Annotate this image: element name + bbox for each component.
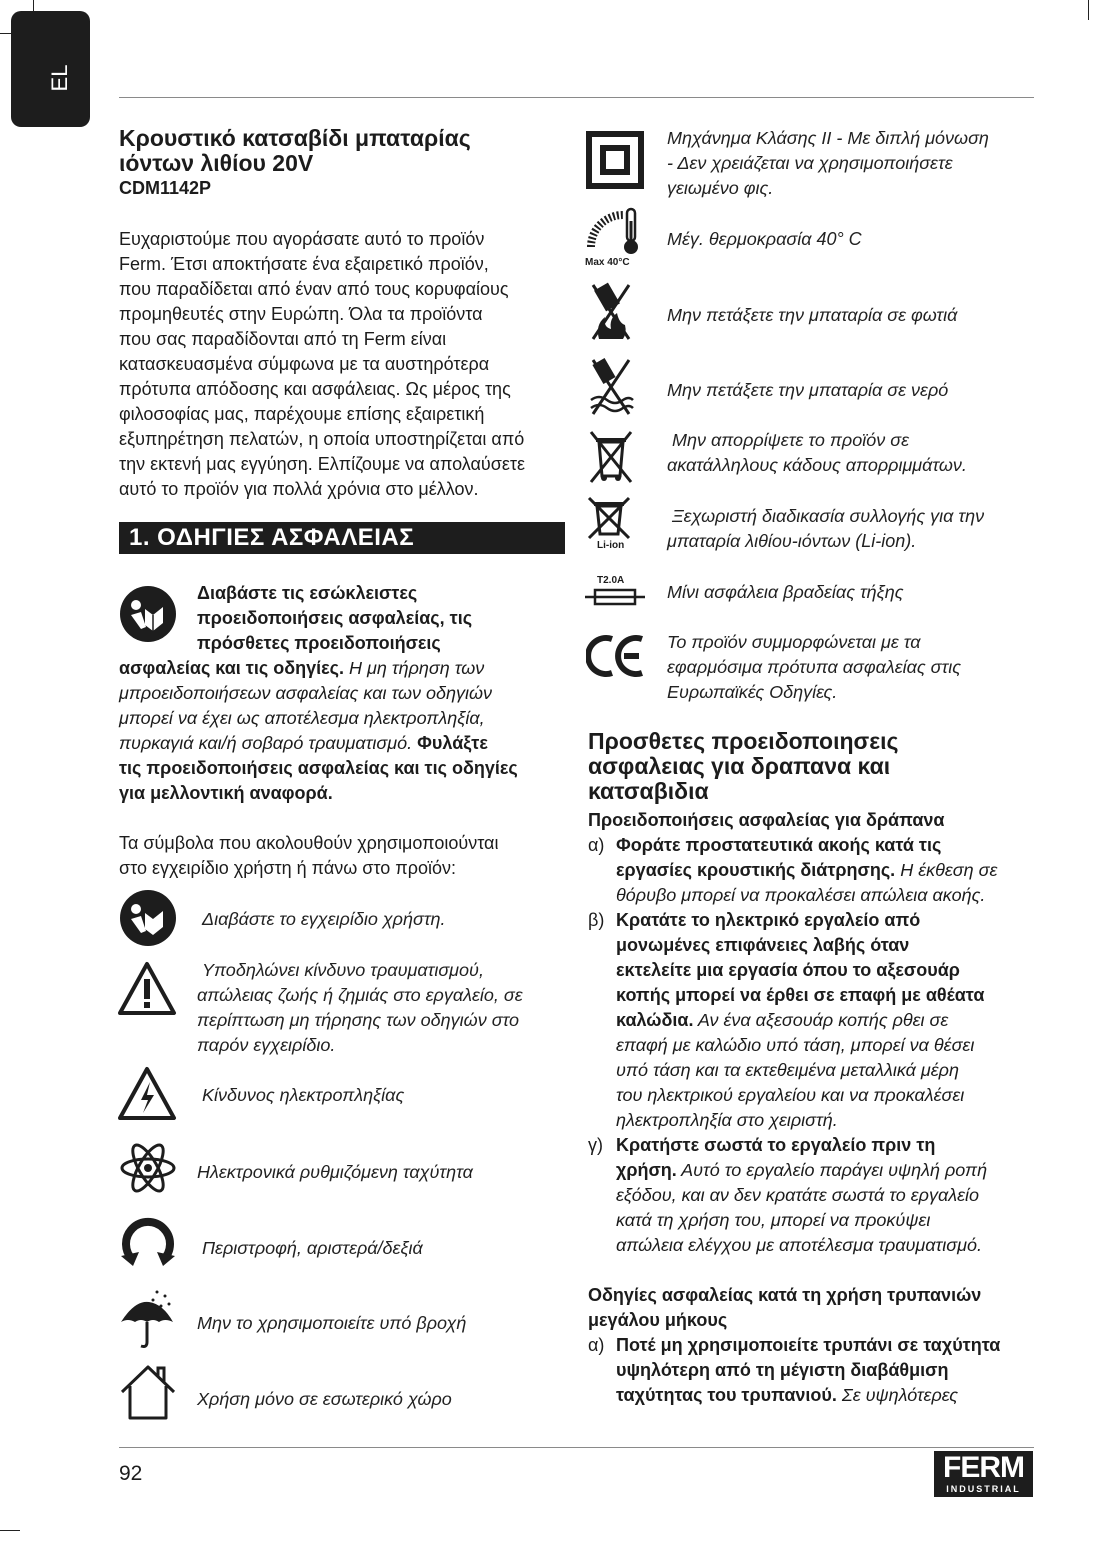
drill-warnings-list bbox=[588, 808, 1058, 1408]
italic-run: απώλεια ελέγχου με αποτέλεσμα τραυματισμό. bbox=[616, 1235, 983, 1255]
item-line bbox=[616, 983, 1058, 1008]
ce-mark-icon bbox=[586, 633, 644, 679]
symbol-fuse-text: Μίνι ασφάλεια βραδείας τήξης bbox=[667, 582, 904, 602]
symbol-class2-text: Μηχάνημα Κλάσης ΙΙ - Με διπλή μόνωση - Δεν χρειάζεται να χρησιμοποιήσετε γειωμένο φις. bbox=[667, 128, 989, 198]
bold-run: μονωμένες επιφάνειες λαβής όταν bbox=[616, 935, 910, 955]
header-rule bbox=[119, 97, 1034, 98]
italic-run: κατά τη χρήση του, μπορεί να προκύψει bbox=[616, 1210, 931, 1230]
symbol-max-temp-text: Μέγ. θερμοκρασία 40° C bbox=[667, 229, 862, 249]
liion-icon-label: Li-ion bbox=[597, 540, 625, 551]
item-line bbox=[616, 1358, 1058, 1383]
read-manual-icon bbox=[119, 889, 177, 947]
warning-item bbox=[588, 1133, 1058, 1258]
fuse-icon-label: T2.0A bbox=[597, 575, 625, 586]
crop-mark bbox=[1088, 0, 1089, 20]
bold-run: υψηλότερη από τη μέγιστη διαβάθμιση bbox=[616, 1360, 949, 1380]
item-marker: α) bbox=[588, 1335, 605, 1355]
long-drill-subheading: Οδηγίες ασφαλείας κατά τη χρήση τρυπανιών μεγάλου μήκους bbox=[588, 1285, 982, 1330]
drill-warning-items bbox=[588, 833, 1058, 1258]
item-line bbox=[616, 1158, 1058, 1183]
item-line bbox=[616, 1058, 1058, 1083]
item-marker: β) bbox=[588, 910, 605, 930]
symbol-no-rain-text: Μην το χρησιμοποιείτε υπό βροχή bbox=[197, 1313, 467, 1333]
long-drill-warning-items bbox=[588, 1333, 1058, 1408]
bold-run: Κρατάτε το ηλεκτρικό εργαλείο από bbox=[616, 910, 921, 930]
item-line bbox=[616, 933, 1058, 958]
section-heading: 1. ΟΔΗΓΙΕΣ ΑΣΦΑΛΕΙΑΣ bbox=[119, 522, 565, 554]
electric-shock-icon bbox=[117, 1066, 177, 1121]
italic-run: Αυτό το εργαλείο παράγει υψηλή ροπή bbox=[676, 1160, 988, 1180]
bold-run: Φοράτε προστατευτικά ακοής κατά τις bbox=[616, 835, 942, 855]
no-fire-battery-icon bbox=[587, 281, 635, 343]
item-line bbox=[616, 958, 1058, 983]
item-line bbox=[616, 1208, 1058, 1233]
bold-run: ταχύτητας του τρυπανιού. bbox=[616, 1385, 837, 1405]
item-line bbox=[616, 1008, 1058, 1033]
fuse-icon bbox=[585, 575, 645, 608]
item-line bbox=[616, 1383, 1058, 1408]
italic-run: Η έκθεση σε bbox=[895, 860, 998, 880]
italic-run: επαφή με καλώδιο υπό τάση, μπορεί να θέσει bbox=[616, 1035, 975, 1055]
symbol-shock-text: Κίνδυνος ηλεκτροπληξίας bbox=[202, 1085, 405, 1105]
item-line bbox=[616, 908, 1058, 933]
italic-run: ηλεκτροπληξία στο χειριστή. bbox=[616, 1110, 838, 1130]
symbols-intro: Τα σύμβολα που ακολουθούν χρησιμοποιούνται στο εγχειρίδιο χρήστη ή πάνω στο προϊόν: bbox=[119, 833, 499, 878]
class2-double-insulation-icon bbox=[586, 131, 644, 189]
item-marker: α) bbox=[588, 835, 605, 855]
warning-item bbox=[588, 908, 1058, 1133]
item-line bbox=[616, 1108, 1058, 1133]
no-water-battery-icon bbox=[587, 356, 635, 418]
item-line bbox=[616, 1033, 1058, 1058]
item-line bbox=[616, 1083, 1058, 1108]
crop-mark bbox=[0, 1530, 20, 1531]
symbol-rotation-text: Περιστροφή, αριστερά/δεξιά bbox=[202, 1238, 423, 1258]
electronic-speed-icon bbox=[120, 1140, 176, 1196]
bold-run: κοπής μπορεί να έρθει σε επαφή με αθέατα bbox=[616, 985, 985, 1005]
italic-run: θόρυβο μπορεί να προκαλέσει απώλεια ακοής. bbox=[616, 885, 986, 905]
item-line bbox=[616, 883, 1058, 908]
bold-run: εκτελείτε μια εργασία όπου το αξεσουάρ bbox=[616, 960, 960, 980]
ferm-logo: FERM INDUSTRIAL bbox=[934, 1451, 1033, 1497]
item-line bbox=[616, 858, 1058, 883]
page-title: Κρουστικό κατσαβίδι μπαταρίας ιόντων λιθίου 20V bbox=[119, 125, 471, 176]
intro-paragraph: Ευχαριστούμε που αγοράσατε αυτό το προϊόν Ferm. Έτσι αποκτήσατε ένα εξαιρετικό προϊόν, που παραδίδεται από έναν από τους κορυφαίους προμηθευτές στην Ευρώπη. Όλα τα προϊόντα που σας παραδίδονται από τη Ferm είναι κατασκευασμένα σύμφωνα με τα αυστηρότερα πρότυπα απόδοσης και ασφάλειας. Ως μέρος της φιλοσοφίας μας, παρέχουμε επίσης εξαιρετική εξυπηρέτηση πελατών, η οποία υποστηρίζεται από την εκτενή μας εγγύηση. Ελπίζουμε να απολαύσετε αυτό το προϊόν για πολλά χρόνια στο μέλλον. bbox=[119, 229, 526, 499]
drill-warnings-subheading: Προειδοποιήσεις ασφαλείας για δράπανα bbox=[588, 810, 945, 830]
symbol-liion-text: Ξεχωριστή διαδικασία συλλογής για την μπαταρία λιθίου-ιόντων (Li-ion). bbox=[667, 506, 985, 551]
max-temperature-icon bbox=[585, 207, 641, 269]
max-temp-icon-label: Max 40°C bbox=[585, 257, 630, 268]
language-tab bbox=[11, 11, 90, 127]
symbol-no-water-text: Μην πετάξετε την μπαταρία σε νερό bbox=[667, 380, 949, 400]
italic-run: του ηλεκτρικού εργαλείου και να προκαλέσει bbox=[616, 1085, 965, 1105]
bold-run: καλώδια. bbox=[616, 1010, 694, 1030]
symbol-electronic-speed-text: Ηλεκτρονικά ρυθμιζόμενη ταχύτητα bbox=[197, 1162, 473, 1182]
italic-run: Σε υψηλότερες bbox=[836, 1385, 958, 1405]
title-block bbox=[119, 126, 569, 199]
warning-item bbox=[588, 833, 1058, 908]
language-tab-label: EL bbox=[47, 64, 72, 92]
item-marker: γ) bbox=[588, 1135, 603, 1155]
symbol-danger-text: Υποδηλώνει κίνδυνο τραυματισμού, απώλειας ζωής ή ζημιάς στο εργαλείο, σε περίπτωση μη τήρησης των οδηγιών στο παρόν εγχειρίδιο. bbox=[197, 960, 523, 1055]
footer-rule bbox=[119, 1447, 1034, 1448]
italic-run: εξόδου, και αν δεν κρατάτε σωστά το εργαλείο bbox=[616, 1185, 980, 1205]
item-line bbox=[616, 1233, 1058, 1258]
italic-run: υπό τάση και τα εκτεθειμένα μεταλλικά μέρη bbox=[616, 1060, 959, 1080]
house-icon bbox=[118, 1362, 178, 1422]
item-line bbox=[616, 1183, 1058, 1208]
bold-run: χρήση. bbox=[616, 1160, 677, 1180]
bold-run: εργασίες κρουστικής διάτρησης. bbox=[616, 860, 896, 880]
item-line bbox=[616, 833, 1058, 858]
symbol-read-manual-text: Διαβάστε το εγχειρίδιο χρήστη. bbox=[202, 909, 446, 929]
item-line bbox=[616, 1133, 1058, 1158]
item-line bbox=[616, 1333, 1058, 1358]
symbol-ce-text: Το προϊόν συμμορφώνεται με τα εφαρμόσιμα πρότυπα ασφαλείας στις Ευρωπαϊκές Οδηγίες. bbox=[667, 632, 962, 702]
warning-triangle-icon bbox=[117, 961, 177, 1016]
safety-warning-text: Διαβάστε τις εσώκλειστες προειδοποιήσεις ασφαλείας, τις πρόσθετες προειδοποιήσεις ασφαλείας και τις οδηγίες. Η μη τήρηση των μπροειδοποιήσεων ασφαλείας και των οδηγιών μπορεί να έχει ως αποτέλεσμα ηλεκτροπληξία, πυρκαγιά και/ή σοβαρό τραυματισμό. Φυλάξτε τις προειδοποιήσεις ασφαλείας και τις οδηγίες για μελλοντική αναφορά. bbox=[119, 583, 518, 803]
bold-run: Ποτέ μη χρησιμοποιείτε τρυπάνι σε ταχύτητα bbox=[616, 1335, 1001, 1355]
crossed-bin-icon bbox=[589, 430, 633, 484]
symbol-no-bin-text: Μην απορρίψετε το προϊόν σε ακατάλληλους κάδους απορριμμάτων. bbox=[667, 430, 967, 475]
additional-warnings-heading: Προσθετες προειδοποιησεις ασφαλειας για δραπανα και κατσαβιδια bbox=[588, 728, 899, 804]
liion-recycling-icon bbox=[587, 496, 637, 552]
bold-run: Κρατήστε σωστά το εργαλείο πριν τη bbox=[616, 1135, 936, 1155]
rotation-icon bbox=[119, 1212, 177, 1270]
model-number: CDM1142P bbox=[119, 178, 212, 198]
symbol-no-fire-text: Μην πετάξετε την μπαταρία σε φωτιά bbox=[667, 305, 958, 325]
umbrella-rain-icon bbox=[117, 1288, 177, 1350]
symbol-indoor-text: Χρήση μόνο σε εσωτερικό χώρο bbox=[197, 1389, 452, 1409]
warning-item bbox=[588, 1333, 1058, 1408]
page-number: 92 bbox=[119, 1462, 143, 1485]
italic-run: Αν ένα αξεσουάρ κοπής ρθει σε bbox=[693, 1010, 949, 1030]
